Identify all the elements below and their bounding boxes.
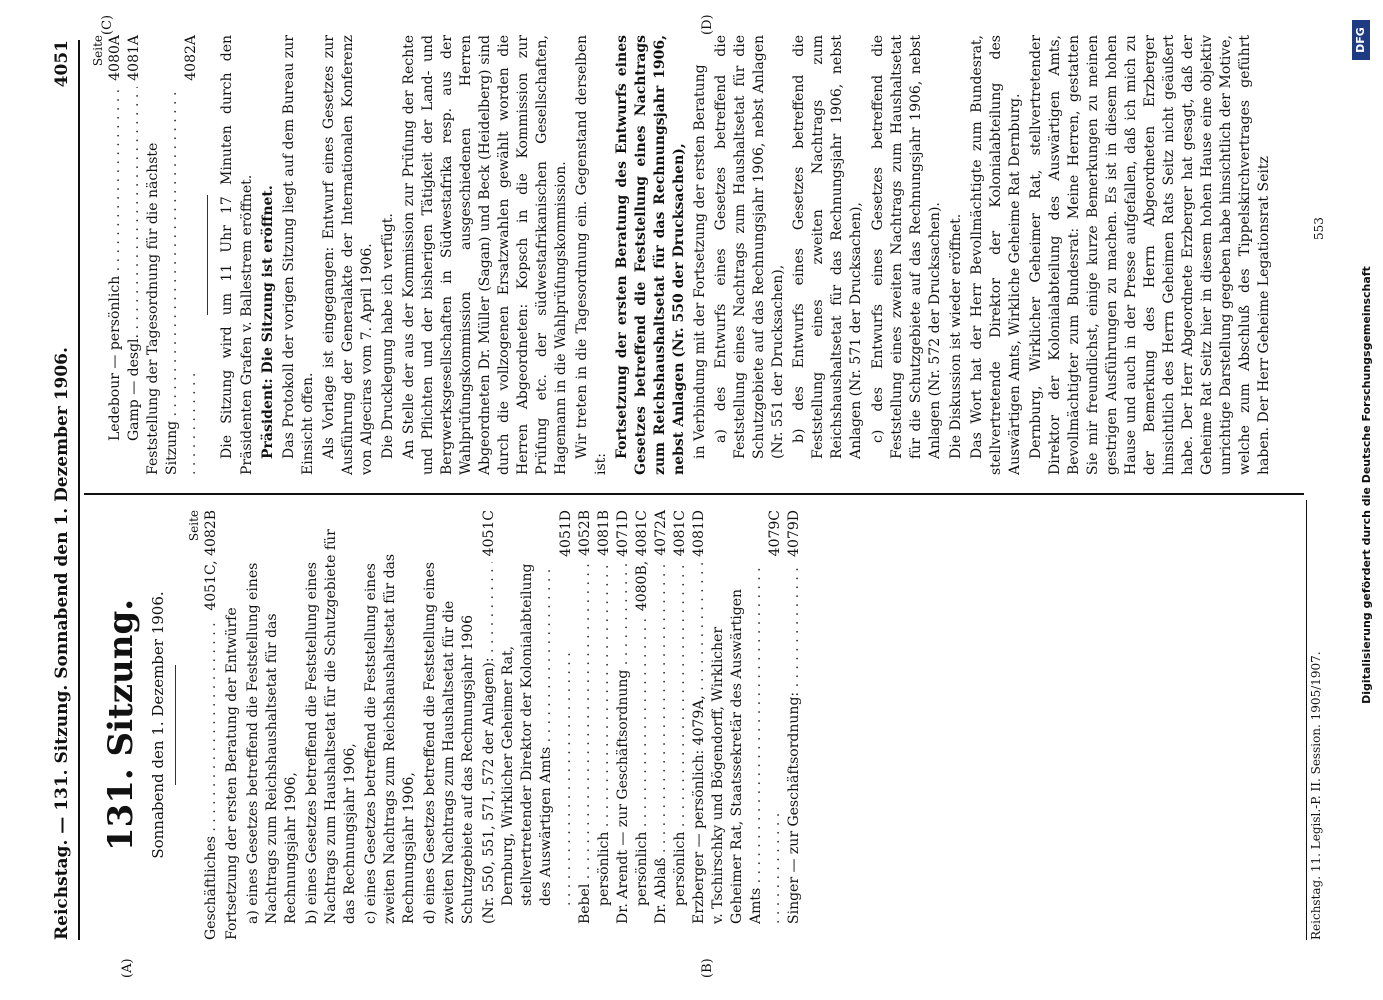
toc-entry: Ledebour — persönlich . . . 4080A bbox=[106, 35, 125, 475]
body-paragraph: Die Sitzung wird um 11 Uhr 17 Minuten durch den Präsidenten Grafen v. Ballestrem eröffnet. bbox=[219, 35, 255, 475]
toc-entry: persönlich . . . 4081C bbox=[671, 510, 690, 940]
seite-label-left: Seite bbox=[186, 510, 201, 542]
dfg-logo: DFG bbox=[1352, 20, 1370, 60]
page-header bbox=[38, 40, 80, 940]
agenda-subitem: a) des Entwurfs eines Gesetzes betreffend die Feststellung eines Nachtrags zum Haushaltsetat für die Schutzgebiete auf das Rechnungsjahr 1906, nebst Anlagen (Nr. 551 der Drucksachen), bbox=[713, 35, 787, 459]
title-rule bbox=[175, 665, 176, 785]
sheet-number: 553 bbox=[1312, 217, 1326, 240]
toc-entry: persönlich . . . 4081B bbox=[595, 510, 614, 940]
toc-entry: d) eines Gesetzes betreffend die Feststellung eines zweiten Nachtrags zum Haushaltsetat für die Schutzgebiete auf das Rechnungsjahr 1906 bbox=[422, 562, 477, 924]
toc-entry: Gamp — desgl. . . . 4081A bbox=[125, 35, 144, 475]
toc-entry: Erzberger — persönlich: 4079A, . . . 4081D bbox=[690, 510, 709, 940]
agenda-item: Fortsetzung der ersten Beratung des Entwurfs eines Gesetzes betreffend die Feststellung eines Nachtrags zum Reichshaushaltsetat für das Rechnungsjahr 1906, nebst Anlagen (Nr. 550 der Drucksachen), bbox=[614, 35, 688, 475]
session-date: Sonnabend den 1. Dezember 1906. bbox=[149, 591, 168, 859]
margin-label-c: (C) bbox=[100, 14, 115, 35]
agenda-subitem: b) des Entwurfs eines Gesetzes betreffend die Feststellung eines zweiten Nachtrags zum Reichshaushaltsetat für das Rechnungsjahr 1906, nebst Anlagen (Nr. 571 der Drucksachen), bbox=[791, 35, 865, 459]
body-paragraph: An Stelle der aus der Kommission zur Prüfung der Rechte und Pflichten und der bisherigen Tätigkeit der Land- und Bergwerksgesellschaften in Südwestafrika resp. aus der Wahlprüfungskommission ausgeschiedenen Herren Abgeordneten Dr. Müller (Sagan) und Beck (Heidelberg) sind durch die vollzogenen Ersatzwahlen gewählt worden die Herren Abgeordneten: Kopsch in die Kommission zur Prüfung etc. der südwestafrikanischen Gesellschaften, Hagemann in die Wahlprüfungskommission. bbox=[400, 35, 569, 475]
toc-entry: Feststellung der Tagesordnung für die nächste Sitzung . . . 4082A bbox=[144, 35, 201, 475]
toc-entry: Dr. Arendt — zur Geschäftsordnung . . . 4071D bbox=[614, 510, 633, 940]
toc-entry: Singer — zur Geschäftsordnung: . . . 4079D bbox=[785, 510, 804, 940]
toc-entry: Fortsetzung der ersten Beratung der Entwürfe bbox=[223, 607, 240, 940]
speech-paragraph: Dernburg, Wirklicher Geheimer Rat, stellvertretender Direktor der Kolonialabteilung des Auswärtigen Amts, Bevollmächtigter zum Bundesrat: Meine Herren, gestatten Sie mir freundlichst, einige kurze Bemerkungen zu meinen gestrigen Ausführungen zu machen. Es ist in diesem hohen Hause und auch in der Presse aufgefallen, daß ich mich zu der Bemerkung des Herrn Abgeordneten Erzberger hinsichtlich des Herrn Geheimen Rats Seitz nicht geäußert habe. Der Herr Abgeordnete Erzberger hat gesagt, daß der Geheime Rat Seitz hier in diesem hohen Hause eine objektiv unrichtige Darstellung gegeben habe hinsichtlich der Motive, welche zum Abschluß des Tippelskirchvertrages geführt haben. Der Herr Geheime Legationsrat Seitz bbox=[1027, 35, 1273, 475]
margin-label-d: (D) bbox=[700, 14, 715, 35]
right-column bbox=[90, 35, 1276, 475]
seite-label-right: Seite bbox=[91, 35, 105, 67]
header-page-number: 4051 bbox=[52, 40, 72, 88]
body-paragraph: Das Wort hat der Herr Bevollmächtigte zum Bundesrat, stellvertretende Direktor der Kolonialabteilung des Auswärtigen Amts, Wirkliche Geheime Rat Dernburg. bbox=[968, 35, 1023, 475]
toc-entry: b) eines Gesetzes betreffend die Feststellung eines Nachtrags zum Haushaltsetat für die Schutzgebiete für das Rechnungsjahr 1906, bbox=[304, 529, 359, 924]
left-column bbox=[90, 510, 804, 940]
header-title: Reichstag. — 131. Sitzung. Sonnabend den 1. Dezember 1906. bbox=[52, 347, 72, 940]
toc-entry: (Nr. 550, 551, 571, 572 der Anlagen): . . . 4051C bbox=[480, 510, 499, 940]
body-paragraph: Als Vorlage ist eingegangen: Entwurf eines Gesetzes zur Ausführung der Generalakte der Internationalen Konferenz von Algeciras vom 7. April 1906. bbox=[320, 35, 375, 475]
margin-label-a: (A) bbox=[120, 958, 135, 978]
agenda-subitem: c) des Entwurfs eines Gesetzes betreffend die Feststellung eines zweiten Nachtrags zum Haushaltsetat für die Schutzgebiete auf das Rechnungsjahr 1906, nebst Anlagen (Nr. 572 der Drucksachen). bbox=[869, 35, 943, 459]
body-paragraph: Wir treten in die Tagesordnung ein. Gegenstand derselben ist: bbox=[574, 35, 610, 475]
toc-entry: c) eines Gesetzes betreffend die Feststellung eines zweiten Nachtrags zum Reichshaushaltsetat für das Rechnungsjahr 1906, bbox=[363, 553, 418, 924]
column-divider bbox=[84, 493, 1304, 495]
toc-entry: Bebel . . . 4052B bbox=[576, 510, 595, 940]
toc-entry: a) eines Gesetzes betreffend die Feststellung eines Nachtrags zum Reichshaushaltsetat für das Rechnungsjahr 1906, bbox=[245, 562, 300, 924]
session-title: 131. Sitzung. bbox=[101, 598, 141, 852]
toc-entry: Dernburg, Wirklicher Geheimer Rat, stellvertretender Direktor der Kolonialabteilung des Auswärtigen Amts . . . 4051D bbox=[499, 510, 575, 940]
toc-entry: v. Tschirschky und Bögendorff, Wirklicher Geheimer Rat, Staatssekretär des Auswärtigen Amts . . . 4079C bbox=[709, 510, 785, 940]
body-paragraph: Präsident: Die Sitzung ist eröffnet. bbox=[259, 185, 276, 459]
digitization-credit: Digitalisierung gefördert durch die Deutsche Forschungsgemeinschaft bbox=[1360, 266, 1373, 704]
margin-label-b: (B) bbox=[700, 958, 715, 978]
body-paragraph: Die Drucklegung habe ich verfügt. bbox=[379, 213, 396, 459]
body-paragraph: Die Diskussion ist wieder eröffnet. bbox=[947, 213, 964, 459]
page-footer: Reichstag. 11. Legisl.-P. II. Session. 1905/1907. bbox=[1306, 500, 1323, 940]
body-paragraph: Das Protokoll der vorigen Sitzung liegt auf dem Bureau zur Einsicht offen. bbox=[280, 35, 316, 475]
body-paragraph: in Verbindung mit der Fortsetzung der ersten Beratung bbox=[692, 64, 709, 459]
toc-entry: Geschäftliches . . . 4051C, 4082B bbox=[202, 510, 221, 940]
toc-entry: Dr. Ablaß . . . 4072A bbox=[652, 510, 671, 940]
toc-entry: persönlich . . . 4080B, 4081C bbox=[633, 510, 652, 940]
section-rule bbox=[207, 195, 208, 315]
